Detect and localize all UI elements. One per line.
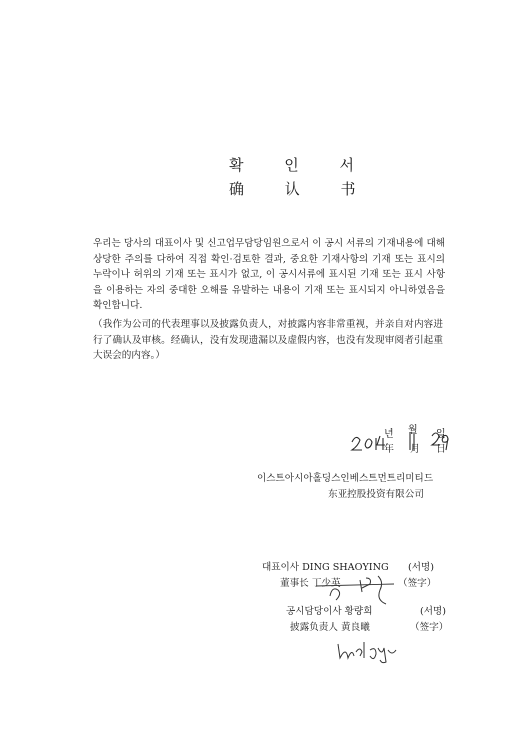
day-label-ko: 일 bbox=[436, 429, 446, 440]
disclosure-officer-line-chinese: 披露负责人 黄良曦 bbox=[290, 622, 370, 633]
company-name-korean: 이스트아시아홀딩스인베스트먼트리미티드 bbox=[257, 473, 434, 484]
year-label-zh: 年 bbox=[384, 444, 394, 455]
month-label-zh: 月 bbox=[410, 444, 420, 455]
ceo-line-chinese: 董事长 丁少英 bbox=[280, 578, 341, 589]
confirmation-text-chinese: （我作为公司的代表理事以及披露负责人，对披露内容非常重视，并亲自对内容进行了确认及审核。经确认，没有发现遗漏以及虚假内容，也没有发现审阅者引起重大误会的内容。） bbox=[93, 319, 443, 361]
day-label-zh: 日 bbox=[436, 444, 446, 455]
disclosure-sign-label-chinese: （签字） bbox=[410, 622, 449, 633]
disclosure-sign-label-korean: (서명) bbox=[420, 606, 447, 617]
month-label-ko: 월 bbox=[408, 425, 418, 436]
document-title-korean: 확 인 서 bbox=[229, 156, 373, 174]
company-name-chinese: 东亚控股投资有限公司 bbox=[328, 489, 424, 500]
ceo-line-korean: 대표이사 DING SHAOYING bbox=[262, 562, 389, 573]
disclosure-signature bbox=[336, 636, 406, 666]
year-label-ko: 년 bbox=[384, 429, 394, 440]
document-title-chinese: 确 认 书 bbox=[229, 180, 374, 198]
ceo-sign-label-korean: (서명) bbox=[408, 562, 435, 573]
confirmation-text-korean: 우리는 당사의 대표이사 및 신고업무담당임원으로서 이 공시 서류의 기재내용에 대해 상당한 주의를 다하여 직접 확인·검토한 결과, 중요한 기재사항의 기재 또는 표시의 누락이나 허위의 기재 또는 표시가 없고, 이 공시서류에 표시된 기재 또는 표시 사항을 이용하는 자의 중대한 오해를 유발하는 내용이 기재 또는 표시되지 아니하였음을 확인합니다. bbox=[93, 238, 445, 311]
ceo-sign-label-chinese: （签字） bbox=[398, 578, 437, 589]
disclosure-officer-line-korean: 공시담당이사 황량희 bbox=[286, 606, 373, 617]
